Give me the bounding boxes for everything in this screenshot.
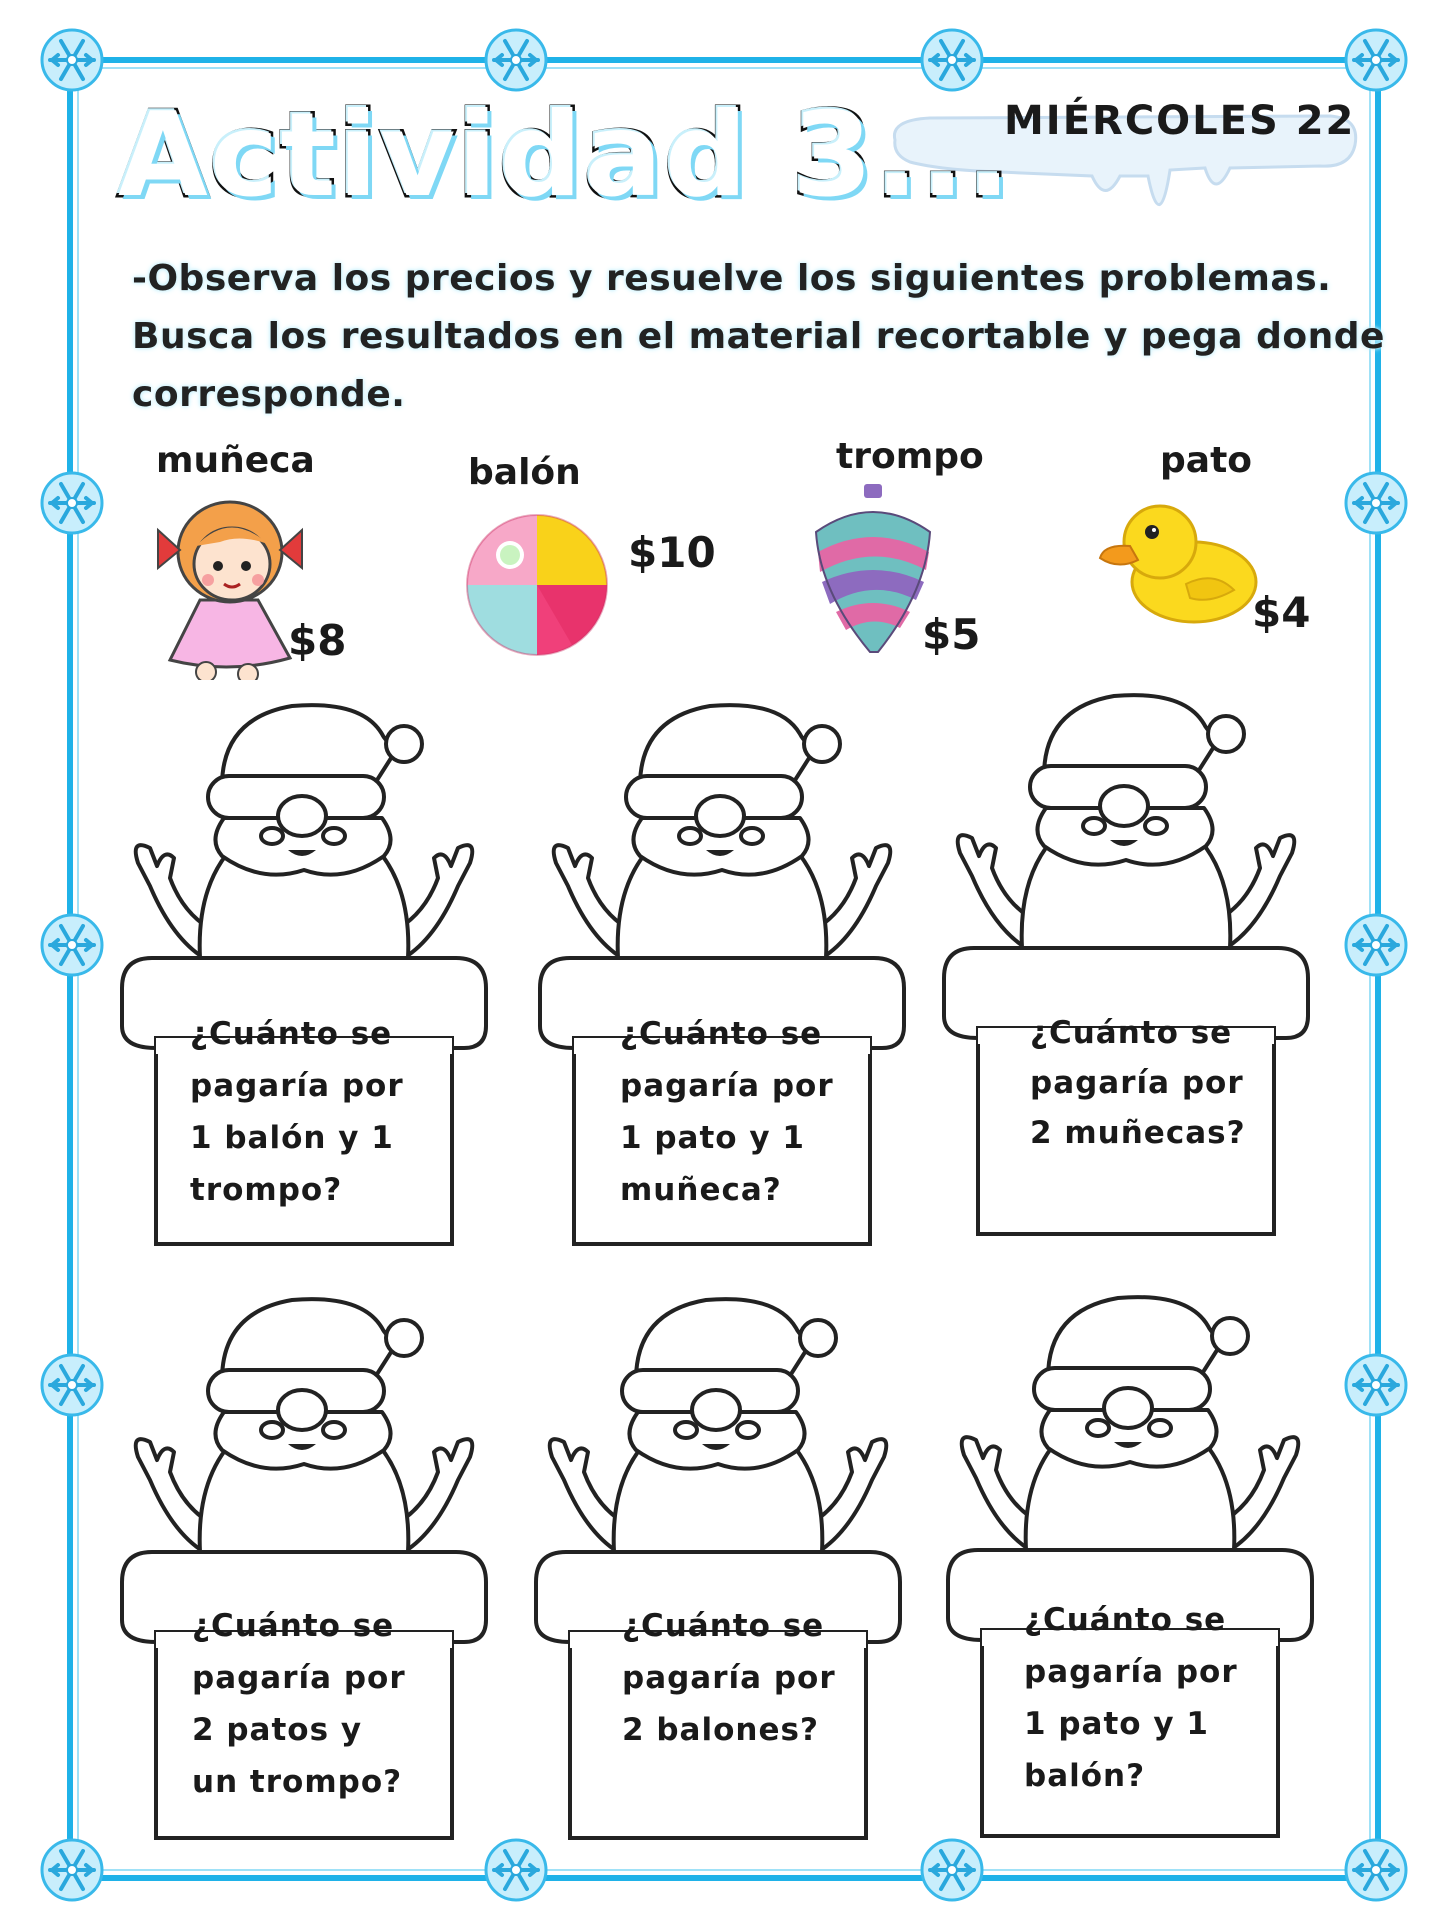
snowflake-icon bbox=[1346, 1355, 1406, 1415]
snowflake-icon bbox=[1346, 30, 1406, 90]
snowflake-icon bbox=[486, 30, 546, 90]
question-line: trompo? bbox=[190, 1172, 343, 1208]
question-line: ¿Cuánto se bbox=[192, 1608, 395, 1644]
snowflake-icon bbox=[42, 1840, 102, 1900]
snowflake-icon bbox=[42, 473, 102, 533]
question-1 bbox=[190, 1008, 404, 1216]
question-line: balón? bbox=[1024, 1758, 1146, 1794]
snowflake-icon bbox=[42, 915, 102, 975]
doll-icon bbox=[140, 490, 320, 680]
santa-chimney-illustration bbox=[526, 1282, 916, 1852]
item-price-trompo: $5 bbox=[922, 610, 981, 659]
question-line: pagaría por bbox=[190, 1068, 404, 1104]
page-title: Actividad 3... bbox=[118, 88, 1013, 223]
ball-icon bbox=[462, 510, 612, 660]
santa-chimney-illustration bbox=[934, 678, 1324, 1248]
snowflake-icon bbox=[1346, 915, 1406, 975]
duck-icon bbox=[1094, 486, 1264, 626]
item-price-balon: $10 bbox=[628, 528, 716, 577]
question-line: ¿Cuánto se bbox=[620, 1016, 823, 1052]
question-line: 2 muñecas? bbox=[1030, 1115, 1246, 1151]
snowflake-icon bbox=[42, 1355, 102, 1415]
question-line: 2 patos y bbox=[192, 1712, 363, 1748]
question-6 bbox=[1024, 1594, 1238, 1802]
question-line: 1 balón y 1 bbox=[190, 1120, 394, 1156]
item-price-pato: $4 bbox=[1252, 588, 1311, 637]
item-name-balon: balón bbox=[468, 452, 581, 493]
question-line: muñeca? bbox=[620, 1172, 782, 1208]
question-3 bbox=[1030, 1008, 1246, 1158]
date-label: MIÉRCOLES 22 bbox=[1004, 98, 1356, 144]
item-name-muneca: muñeca bbox=[156, 440, 315, 481]
question-line: ¿Cuánto se bbox=[1024, 1602, 1227, 1638]
question-line: ¿Cuánto se bbox=[622, 1608, 825, 1644]
snowflake-icon bbox=[922, 30, 982, 90]
question-line: 2 balones? bbox=[622, 1712, 819, 1748]
instructions bbox=[132, 250, 1385, 424]
instruction-line: corresponde. bbox=[132, 374, 406, 415]
question-4 bbox=[192, 1600, 406, 1808]
question-line: 1 pato y 1 bbox=[620, 1120, 805, 1156]
instruction-line: Busca los resultados en el material recortable y pega donde bbox=[132, 316, 1385, 357]
snowflake-icon bbox=[1346, 473, 1406, 533]
question-line: un trompo? bbox=[192, 1764, 403, 1800]
question-line: pagaría por bbox=[620, 1068, 834, 1104]
item-name-pato: pato bbox=[1160, 440, 1253, 481]
spinning-top-icon bbox=[808, 482, 938, 662]
snowflake-icon bbox=[42, 30, 102, 90]
item-price-muneca: $8 bbox=[288, 616, 347, 665]
question-line: pagaría por bbox=[1024, 1654, 1238, 1690]
item-name-trompo: trompo bbox=[836, 436, 984, 477]
question-line: 1 pato y 1 bbox=[1024, 1706, 1209, 1742]
question-line: pagaría por bbox=[622, 1660, 836, 1696]
question-line: ¿Cuánto se bbox=[1030, 1015, 1233, 1051]
question-2 bbox=[620, 1008, 834, 1216]
snowflake-icon bbox=[1346, 1840, 1406, 1900]
instruction-line: -Observa los precios y resuelve los siguientes problemas. bbox=[132, 258, 1332, 299]
question-line: pagaría por bbox=[192, 1660, 406, 1696]
question-line: ¿Cuánto se bbox=[190, 1016, 393, 1052]
question-5 bbox=[622, 1600, 836, 1756]
question-line: pagaría por bbox=[1030, 1065, 1244, 1101]
